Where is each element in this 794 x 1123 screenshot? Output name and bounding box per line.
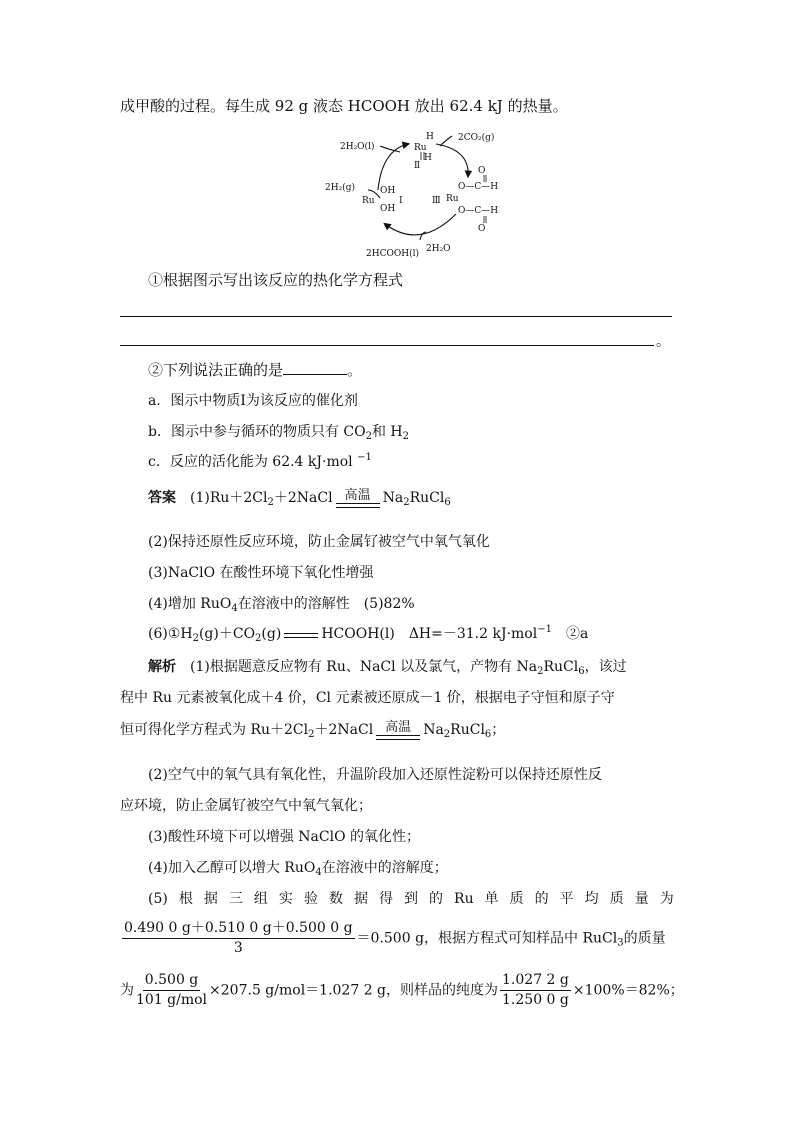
h2o-out-arrow bbox=[380, 146, 400, 152]
ru-left: Ru bbox=[362, 196, 375, 206]
option-b: b．图示中参与循环的物质只有 $CO_2$和 $H_2$ bbox=[148, 424, 410, 442]
purity-fraction: $\frac{1.027 2 g}{1.250 0 g}$ bbox=[502, 972, 569, 1008]
cycle-arc-top-right bbox=[436, 144, 468, 176]
option-a: a．图示中物质Ⅰ为该反应的催化剂 bbox=[148, 393, 358, 409]
analysis-fraction-2: 为 $\frac{0.500 g}{\text{101 g/mol}}$ ×207.5 g/mol＝1.027 2 g，则样品的纯度为 $\frac{1.027 2 g}{1.250 0 g}$ ×100%＝82%； bbox=[120, 972, 684, 1008]
answer-line-period: 。 bbox=[656, 334, 670, 350]
analysis-p5: (5) 根 据 三 组 实 验 数 据 得 到 的 Ru 单 质 的 平 均 质 量 为 bbox=[148, 891, 674, 907]
h2-label: 2H₂(g) bbox=[325, 183, 355, 193]
answer-2: (2)保持还原性反应环境，防止金属钌被空气中氧气氧化 bbox=[148, 534, 490, 550]
answer-3: (3)NaClO 在酸性环境下氧化性增强 bbox=[148, 565, 374, 581]
analysis-1: 解析 (1)根据题意反应物有 Ru、NaCl 以及氯气，产物有 $Na_2RuCl_6$，该过 bbox=[148, 659, 627, 677]
equal-sign bbox=[284, 633, 318, 638]
answer-1: 答案 $(1)Ru+2Cl_2+2NaCl$ 高温 $Na_2RuCl_6$ bbox=[148, 487, 451, 508]
q2-after: 。 bbox=[347, 361, 363, 379]
o-bottom-2: O bbox=[478, 224, 486, 234]
reaction-arrow-1: 高温 bbox=[336, 489, 380, 508]
ru-right: Ru bbox=[446, 194, 459, 204]
analysis-p2a: (2)空气中的氧气具有氧化性，升温阶段加入还原性淀粉可以保持还原性反 bbox=[148, 767, 602, 783]
answer-line-2[interactable] bbox=[120, 345, 654, 346]
answer-line-1[interactable] bbox=[120, 316, 672, 317]
q1-text: ①根据图示写出该反应的热化学方程式 bbox=[148, 271, 404, 289]
q2-before: ②下列说法正确的是 bbox=[148, 361, 284, 379]
o-top-1: O bbox=[478, 166, 486, 176]
ru-top: Ru bbox=[414, 143, 427, 153]
answer-6: $(6)①H_2(g)+CO_2(g)$ HCOOH(l) ΔH=－31.2 kJ·mol$^{-1}$ ②a bbox=[148, 624, 589, 644]
hcooh-label: 2HCOOH(l) bbox=[366, 249, 419, 259]
h-bottom: H bbox=[424, 153, 432, 163]
h2o-label: 2H₂O(l) bbox=[340, 142, 375, 152]
answer-4-5: (4)增加 RuO$_4$在溶液中的溶解性 (5)82% bbox=[148, 596, 415, 614]
analysis-p4: (4)加入乙醇可以增大 RuO$_4$在溶液中的溶解度； bbox=[148, 860, 448, 878]
option-c: c．反应的活化能为 62.4 kJ·mol $^{-1}$ bbox=[148, 452, 372, 470]
analysis-2: 程中 Ru 元素被氧化成＋4 价，Cl 元素被还原成－1 价，根据电子守恒和原子守 bbox=[120, 690, 615, 706]
co2-label: 2CO₂(g) bbox=[458, 133, 495, 143]
analysis-p3: (3)酸性环境下可以增强 NaClO 的氧化性； bbox=[148, 829, 420, 845]
cycle-arc-bottom bbox=[385, 214, 456, 235]
species-ii: Ⅱ bbox=[414, 161, 421, 171]
q2-text bbox=[148, 360, 362, 380]
q2-blank[interactable] bbox=[283, 360, 347, 375]
moles-fraction: $\frac{0.500 g}{\text{101 g/mol}}$ bbox=[136, 972, 208, 1008]
formate-1: O—C—H bbox=[458, 182, 499, 192]
h-top: H bbox=[426, 132, 434, 142]
reaction-arrow-2: 高温 bbox=[376, 721, 420, 740]
h2o-out-label: 2H₂O bbox=[426, 244, 451, 254]
analysis-3: 恒可得化学方程式为 $Ru+2Cl_2+2NaCl$ 高温 $Na_2RuCl_6$； bbox=[120, 719, 506, 740]
species-i: Ⅰ bbox=[399, 196, 403, 206]
analysis-label: 解析 bbox=[148, 659, 176, 675]
answer-label: 答案 bbox=[148, 490, 176, 506]
oh-1: OH bbox=[380, 186, 396, 196]
cycle-arc-top-left bbox=[378, 144, 408, 190]
oh-2: OH bbox=[380, 204, 396, 214]
analysis-p2b: 应环境，防止金属钌被空气中氧气氧化； bbox=[120, 798, 372, 814]
h2o-bottom-arrow bbox=[420, 232, 426, 240]
average-mass-fraction: $\frac{0.490 0 g+0.510 0 g+0.500 0 g}{3}$ bbox=[124, 920, 353, 956]
h2-in-arrow bbox=[368, 190, 380, 198]
formate-2: O—C—H bbox=[458, 206, 499, 216]
species-iii: Ⅲ bbox=[432, 196, 441, 206]
analysis-fraction-1: $\frac{0.490 0 g+0.510 0 g+0.500 0 g}{3}$ ＝0.500 g，根据方程式可知样品中 RuCl$_3$的质量 bbox=[124, 920, 666, 956]
intro-text: 成甲酸的过程。每生成 92 g 液态 HCOOH 放出 62.4 kJ 的热量。 bbox=[120, 97, 568, 115]
co2-in-arrow bbox=[440, 136, 452, 146]
